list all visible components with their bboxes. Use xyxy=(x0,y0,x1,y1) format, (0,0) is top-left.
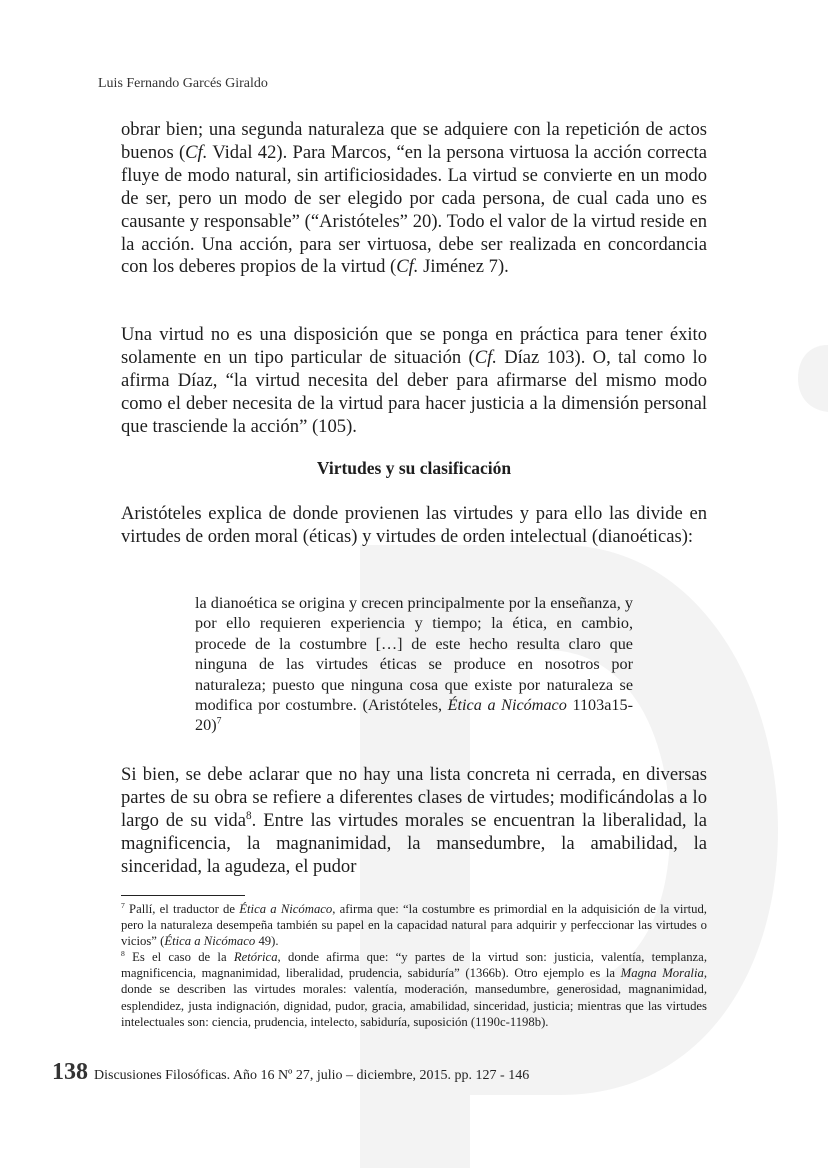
page-number: 138 xyxy=(52,1059,88,1085)
footnotes xyxy=(121,901,707,1030)
footnote-8: $^8$ Es el caso de la Retórica, donde afirma que: “y partes de la virtud son: justicia, valentía, templanza, magnificencia, magnanimidad, liberalidad, prudencia, sabiduría” (1366b). Otro ejemplo es la Magna Moralia, donde se describen las virtudes morales: valentía, moderación, mansedumbre, generosidad, magnanimidad, esplendidez, justa indignación, dignidad, pudor, gracia, amabilidad, sinceridad, justicia; mientras que las virtudes intelectuales son: ciencia, prudencia, intelecto, sabiduría, suposición (1190c-1198b). xyxy=(121,949,707,1029)
body-paragraph-1: obrar bien; una segunda naturaleza que se adquiere con la repetición de actos buenos (Cf. Vidal 42). Para Marcos, “en la persona virtuosa la acción correcta fluye de modo natural, sin artificiosidades. La virtud se convierte en un modo de ser, pero un modo de ser elegido por cada persona, de cual cada uno es causante y responsable” (“Aristóteles” 20). Todo el valor de la virtud reside en la acción. Una acción, para ser virtuosa, debe ser realizada en concordancia con los deberes propios de la virtud (Cf. Jiménez 7). xyxy=(121,119,707,278)
running-header-author: Luis Fernando Garcés Giraldo xyxy=(98,76,268,91)
page-footer xyxy=(52,1059,529,1086)
section-heading: Virtudes y su clasificación xyxy=(316,458,512,478)
footnote-ref-8[interactable]: 8 xyxy=(245,809,252,822)
body-paragraph-4: Si bien, se debe aclarar que no hay una lista concreta ni cerrada, en diversas partes de su obra se refiere a diferentes clases de virtudes; modificándolas a lo largo de su vida$^8$. Entre las virtudes morales se encuentran la liberalidad, la magnificencia, la magnanimidad, la mansedumbre, la amabilidad, la sinceridad, la agudeza, el pudor xyxy=(121,764,707,877)
footnote-separator xyxy=(121,895,245,896)
body-paragraph-3: Aristóteles explica de donde provienen las virtudes y para ello las divide en virtudes de orden moral (éticas) y virtudes de orden intelectual (dianoéticas): xyxy=(121,503,707,547)
footnote-ref-7[interactable]: 7 xyxy=(216,716,222,728)
footnote-7: $^7$ Pallí, el traductor de Ética a Nicómaco, afirma que: “la costumbre es primordial en la adquisición de la virtud, pero la naturaleza desempeña también su papel en la capacidad natural para adquirir y perfeccionar las virtudes o vicios” (Ética a Nicómaco 49). xyxy=(121,900,707,949)
body-paragraph-2: Una virtud no es una disposición que se ponga en práctica para tener éxito solamente en un tipo particular de situación (Cf. Díaz 103). O, tal como lo afirma Díaz, “la virtud necesita del deber para afirmarse del mismo modo como el deber necesita de la virtud para hacer justicia a la dimensión personal que trasciende la acción” (105). xyxy=(121,324,707,437)
block-quote: la dianoética se origina y crecen principalmente por la enseñanza, y por ello requieren experiencia y tiempo; la ética, en cambio, procede de la costumbre […] de este hecho resulta claro que ninguna de las virtudes éticas se produce en nosotros por naturaleza; puesto que ninguna cosa que existe por naturaleza se modifica por costumbre. (Aristóteles, Ética a Nicómaco 1103a15-20)$^7$ xyxy=(195,594,633,735)
journal-citation: Discusiones Filosóficas. Año 16 Nº 27, julio – diciembre, 2015. pp. 127 - 146 xyxy=(94,1068,530,1083)
